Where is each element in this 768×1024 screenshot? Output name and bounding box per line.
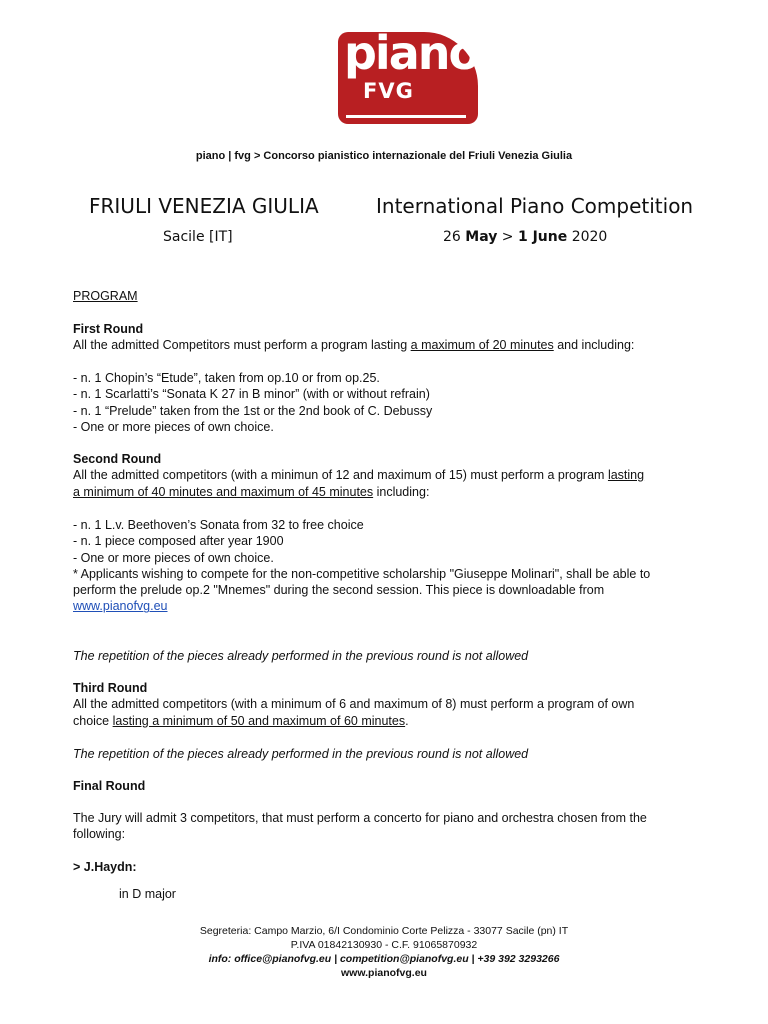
third-round-title: Third Round (73, 681, 148, 695)
second-round-list (73, 517, 693, 615)
logo-word: piano (344, 26, 479, 80)
footer (0, 924, 768, 980)
scholarship-note-line2: perform the prelude op.2 "Mnemes" during the second session. This piece is downloadable from (73, 583, 605, 598)
footer-website: www.pianofvg.eu (341, 967, 427, 979)
list-item: - n. 1 Chopin’s “Etude”, taken from op.10 or from op.25. (73, 371, 380, 385)
list-item: - n. 1 piece composed after year 1900 (73, 534, 284, 549)
first-round-title: First Round (73, 322, 144, 336)
list-item: - One or more pieces of own choice. (73, 419, 274, 434)
third-round-line2: choice lasting a minimum of 50 and maximum of 60 minutes. (73, 713, 409, 728)
program-title: PROGRAM (73, 289, 138, 303)
list-item: - One or more pieces of own choice. (73, 550, 274, 565)
list-item: - n. 1 Scarlatti’s “Sonata K 27 in B minor” (with or without refrain) (73, 387, 430, 402)
third-round-line1: All the admitted competitors (with a minimum of 6 and maximum of 8) must perform a program of own (73, 697, 635, 712)
logo-subtitle: FVG (363, 79, 414, 103)
second-round-intro-line1: All the admitted competitors (with a minimun of 12 and maximum of 15) must perform a program lasting (73, 468, 645, 483)
piano-keys-icon (346, 115, 466, 118)
breadcrumb: piano | fvg > Concorso pianistico internazionale del Friuli Venezia Giulia (195, 150, 573, 162)
footer-tax-ids: P.IVA 01842130930 - C.F. 91065870932 (290, 939, 478, 951)
second-round-intro-line2: a minimum of 40 minutes and maximum of 45 minutes including: (73, 484, 430, 499)
list-item: - n. 1 L.v. Beethoven’s Sonata from 32 to free choice (73, 518, 364, 532)
final-round-work: in D major (119, 887, 176, 901)
header-right-dates: 26 May > 1 June 2020 (443, 229, 608, 245)
footer-address: Segreteria: Campo Marzio, 6/I Condominio Corte Pelizza - 33077 Sacile (pn) IT (199, 925, 569, 937)
final-round-title: Final Round (73, 779, 146, 793)
second-round-title: Second Round (73, 452, 162, 466)
footer-contacts: info: office@pianofvg.eu | competition@pianofvg.eu | +39 392 3293266 (208, 953, 560, 965)
final-round-intro: The Jury will admit 3 competitors, that must perform a concerto for piano and orchestra chosen from the following: (73, 811, 647, 842)
second-round-section (73, 451, 693, 500)
list-item: - n. 1 “Prelude” taken from the 1st or the 2nd book of C. Debussy (73, 403, 433, 418)
first-round-section (73, 321, 693, 354)
third-round-repetition-note: The repetition of the pieces already performed in the previous round is not allowed (73, 747, 529, 761)
third-round-section (73, 680, 693, 729)
website-link[interactable]: www.pianofvg.eu (73, 599, 168, 614)
final-round-composer: > J.Haydn: (73, 860, 137, 874)
header-right-title: International Piano Competition (376, 194, 694, 218)
scholarship-note-line1: * Applicants wishing to compete for the non-competitive scholarship "Giuseppe Molinari", shall be able to (73, 566, 651, 581)
header-left-title: FRIULI VENEZIA GIULIA (89, 194, 319, 218)
header-left-subtitle: Sacile [IT] (163, 229, 233, 245)
piano-fvg-logo (338, 26, 479, 124)
second-round-repetition-note: The repetition of the pieces already performed in the previous round is not allowed (73, 649, 529, 663)
first-round-list (73, 370, 693, 435)
first-round-intro: All the admitted Competitors must perform a program lasting a maximum of 20 minutes and including: (73, 338, 635, 353)
